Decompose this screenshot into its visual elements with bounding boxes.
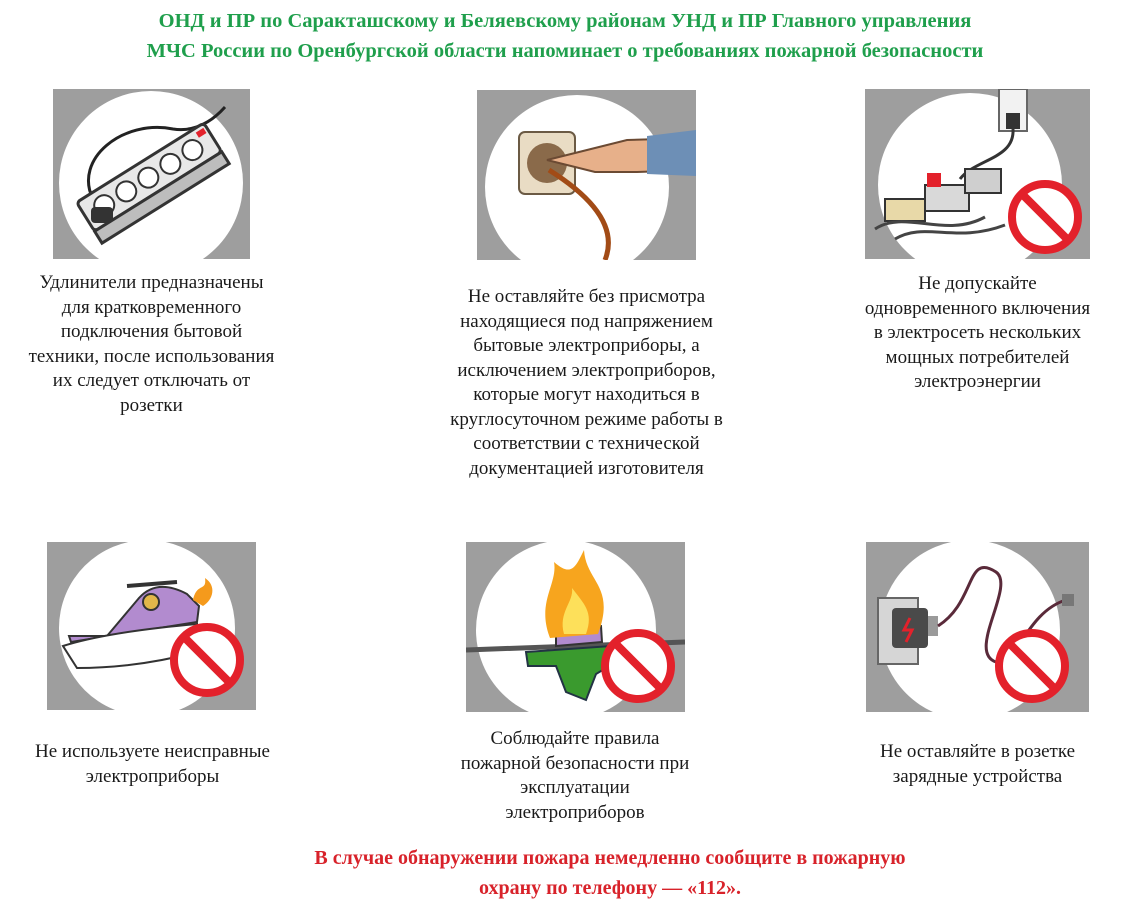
footer-line-2: охрану по телефону — «112». (479, 877, 741, 899)
page-title (0, 6, 1130, 66)
emergency-notice (0, 843, 1130, 903)
charger-in-outlet-icon (866, 542, 1089, 712)
iron-on-fire-icon (466, 542, 685, 712)
caption-6: Не оставляйте в розетке зарядные устройства (879, 741, 1076, 787)
caption-4: Не используете неисправные электроприборы (35, 741, 270, 787)
caption-5: Соблюдайте правила пожарной безопасности при эксплуатации электроприборов (460, 728, 690, 823)
caption-1: Удлинители предназначены для кратковременного подключения бытовой техники, после использования их следует отключать от розетки (28, 272, 275, 416)
hand-unplugging-icon (477, 90, 696, 260)
title-line-1: ОНД и ПР по Саракташскому и Беляевскому районам УНД и ПР Главного управления (158, 10, 972, 32)
caption-3: Не допускайте одновременного включения в электросеть нескольких мощных потребителей электроэнергии (864, 273, 1091, 392)
overloaded-outlet-icon (865, 89, 1090, 259)
footer-line-1: В случае обнаружении пожара немедленно сообщите в пожарную (314, 847, 906, 869)
title-line-2: МЧС России по Оренбургской области напоминает о требованиях пожарной безопасности (146, 40, 984, 62)
burning-iron-icon (47, 542, 256, 710)
power-strip-icon (53, 89, 250, 259)
caption-2: Не оставляйте без присмотра находящиеся под напряжением бытовые электроприборы, а исключением электроприборов, которые могут находиться в круглосуточном режиме работы в соответствии с технической документацией изготовителя (450, 286, 723, 479)
